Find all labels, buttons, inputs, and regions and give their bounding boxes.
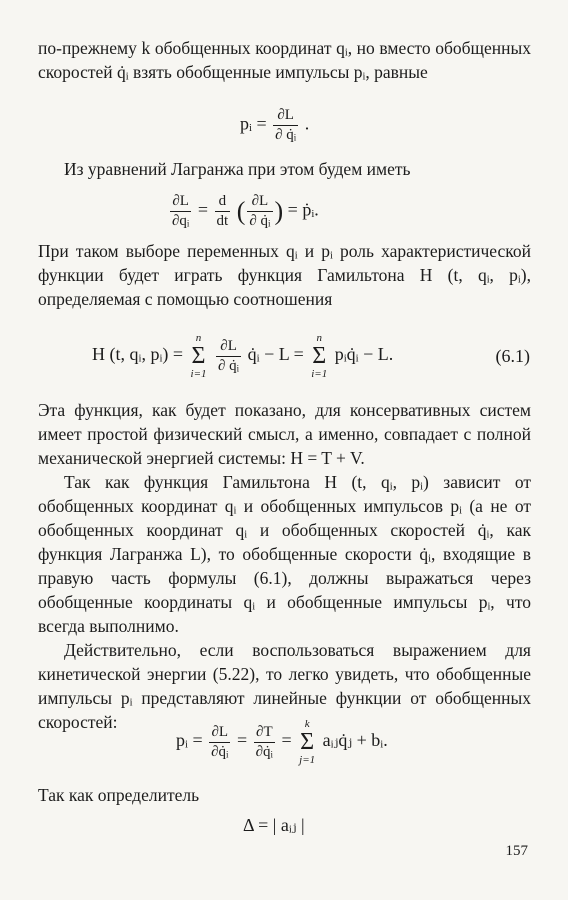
- paragraph-4: Эта функция, как будет показано, для консервативных систем имеет простой физический смысл, а именно, совпадает с полной механической энергией системы: H = T + V.: [38, 400, 531, 468]
- text-block-2: [38, 157, 531, 181]
- equation-hamiltonian: H (t, qᵢ, pᵢ) = n Σ i=1 $\frac{\partial L}{\text{∂ q̇ᵢ}}$ q̇ᵢ − L = n Σ i=1 pᵢq̇ᵢ − L. (6.1): [92, 332, 530, 380]
- paragraph-2: Из уравнений Лагранжа при этом будем иметь: [64, 159, 411, 179]
- equation-momentum: pᵢ = $\frac{\partial L}{\text{∂ q̇ᵢ}}$ .: [240, 107, 310, 143]
- text-block-4: [38, 398, 531, 734]
- equation-determinant: Δ = | aᵢⱼ |: [243, 815, 305, 835]
- text-block-5: [38, 783, 531, 807]
- paragraph-6: Действительно, если воспользоваться выражением для кинетической энергии (5.22), то легко увидеть, что обобщенные импульсы pᵢ представляют линейные функции от обобщенных скоростей:: [38, 640, 531, 732]
- page-number: 157: [505, 843, 528, 859]
- paragraph-1: по-прежнему k обобщенных координат qᵢ, но вместо обобщенных скоростей q̇ᵢ взять обобщенные импульсы pᵢ, равные: [38, 38, 531, 82]
- equation-lagrange: $\frac{\partial L}{\text{∂qᵢ}}$ = $\frac{d}{dt}$ ( $\frac{\partial L}{\text{∂ q̇ᵢ}}$ ) = ṗᵢ.: [172, 193, 319, 229]
- paragraph-7: Так как определитель: [38, 785, 200, 805]
- text-block-1: [38, 36, 531, 84]
- paragraph-5: Так как функция Гамильтона H (t, qᵢ, pᵢ) зависит от обобщенных координат qᵢ и обобщенных импульсов pᵢ (а не от обобщенных координат qᵢ и обобщенных скоростей q̇ᵢ, как функция Лагранжа L), то обобщенные скорости q̇ᵢ, входящие в правую часть формулы (6.1), должны выражаться через обобщенные координаты qᵢ и обобщенные импульсы pᵢ, что всегда выполнимо.: [38, 472, 531, 636]
- text-block-3: [38, 239, 531, 311]
- equation-number: (6.1): [495, 346, 530, 366]
- equation-momentum-linear: pᵢ = $\frac{\partial L}{\text{∂q̇ᵢ}}$ = $\frac{\partial T}{\text{∂q̇ᵢ}}$ = k Σ j=1 aᵢⱼq̇ⱼ + bᵢ.: [176, 718, 388, 766]
- paragraph-3: При таком выборе переменных qᵢ и pᵢ роль характеристической функции будет играть функция Гамильтона H (t, qᵢ, pᵢ), определяемая с помощью соотношения: [38, 241, 531, 309]
